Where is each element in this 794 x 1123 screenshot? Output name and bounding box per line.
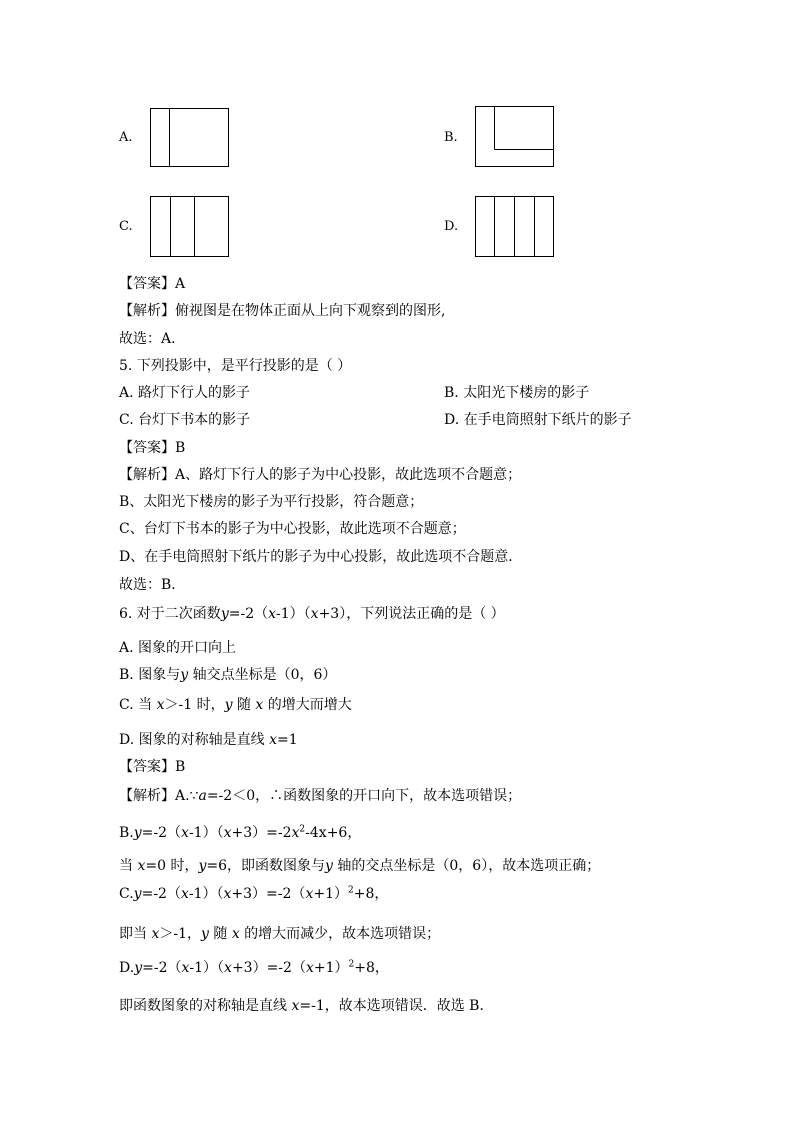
option-d-label: D. bbox=[444, 219, 459, 234]
q5-option-d: D. 在手电筒照射下纸片的影子 bbox=[444, 412, 632, 428]
q6-stem: 6. 对于二次函数y=-2（x-1）（x+3），下列说法正确的是（ ） bbox=[119, 606, 505, 622]
q6-analysis-c-expand: $C.y=-2(x-1)(x+3)=-2(x+1)^2+8$， bbox=[119, 885, 389, 902]
q6-option-c: C. 当 x＞-1 时，y 随 x 的增大而增大 bbox=[119, 697, 352, 713]
q6-analysis-d-conclusion: 即函数图象的对称轴是直线 x=-1，故本选项错误．故选 B． bbox=[119, 998, 494, 1014]
q6-analysis-b-intercept: 当 x=0 时，y=6，即函数图象与y 轴的交点坐标是（0，6），故本选项正确； bbox=[119, 858, 601, 874]
q6-analysis-line-1: 【解析】A.∵a=-2＜0，∴函数图象的开口向下，故本选项错误； bbox=[119, 788, 522, 804]
option-c-label: C. bbox=[119, 219, 133, 234]
q5-analysis-line-1: 【解析】A、路灯下行人的影子为中心投影，故此选项不合题意； bbox=[119, 467, 522, 483]
option-b-figure bbox=[475, 106, 555, 168]
q5-analysis-line-2: B、太阳光下楼房的影子为平行投影，符合题意； bbox=[119, 494, 424, 510]
q6-analysis-c-conclusion: 即当 x＞-1，y 随 x 的增大而减少，故本选项错误； bbox=[119, 926, 441, 942]
option-a-figure bbox=[150, 108, 230, 168]
q4-answer: 【答案】A bbox=[119, 276, 186, 292]
q5-stem: 5. 下列投影中，是平行投影的是（ ） bbox=[119, 358, 352, 374]
option-c-figure bbox=[150, 196, 230, 258]
option-d-figure bbox=[475, 196, 555, 258]
option-a-label: A. bbox=[119, 130, 133, 145]
q5-option-a: A. 路灯下行人的影子 bbox=[119, 385, 251, 401]
q5-answer: 【答案】B bbox=[119, 440, 186, 456]
q6-analysis-d-expand: $D.y=-2(x-1)(x+3)=-2(x+1)^2+8$， bbox=[119, 959, 389, 976]
option-b-label: B. bbox=[444, 130, 458, 145]
q6-option-a: A. 图象的开口向上 bbox=[119, 640, 237, 656]
q5-option-b: B. 太阳光下楼房的影子 bbox=[444, 385, 590, 401]
q6-answer: 【答案】B bbox=[119, 759, 186, 775]
q6-option-b: B. 图象与y 轴交点坐标是（0，6） bbox=[119, 667, 337, 683]
q4-analysis: 【解析】俯视图是在物体正面从上向下观察到的图形, bbox=[119, 303, 446, 319]
q5-analysis-line-4: D、在手电筒照射下纸片的影子为中心投影，故此选项不合题意． bbox=[119, 549, 523, 565]
q6-option-d: D. 图象的对称轴是直线 x=1 bbox=[119, 732, 298, 748]
q5-analysis-line-3: C、台灯下书本的影子为中心投影，故此选项不合题意； bbox=[119, 521, 466, 537]
q5-option-c: C. 台灯下书本的影子 bbox=[119, 412, 251, 428]
q4-conclusion: 故选：A. bbox=[119, 331, 176, 347]
q5-conclusion: 故选：B． bbox=[119, 577, 186, 593]
q6-analysis-b-expand: $B.y=-2(x-1)(x+3)=-2x^2-4x+6$， bbox=[119, 824, 362, 841]
